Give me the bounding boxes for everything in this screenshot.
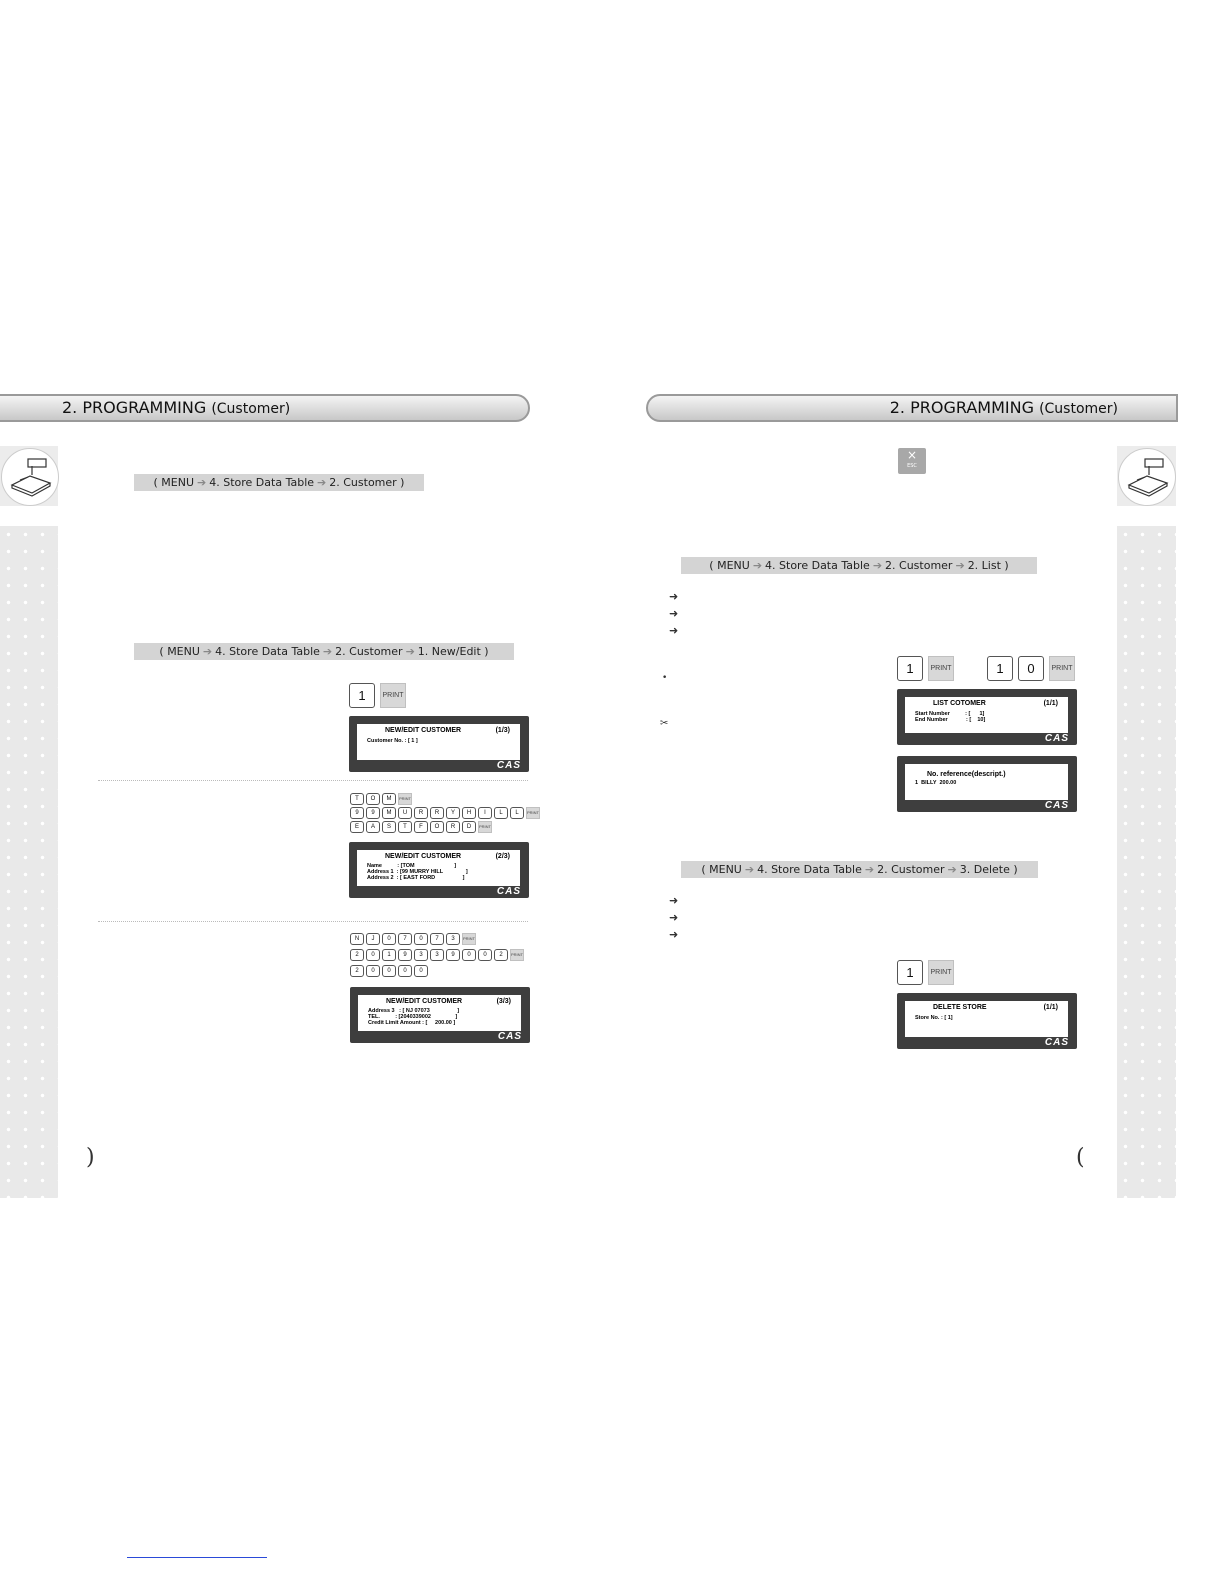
menu-path-list: ( MENU ➔ 4. Store Data Table ➔ 2. Customer ➔ 2. List ) bbox=[681, 557, 1037, 574]
key-j[interactable]: J bbox=[366, 933, 380, 945]
scale-icon bbox=[1118, 448, 1176, 506]
lcd-new-edit-3: NEW/EDIT CUSTOMER (3/3) Address 3 : [ NJ 07073 ] TEL. : [2040339002 ] Credit Limit Amount : [ 200.00 ] CAS bbox=[350, 987, 530, 1043]
cas-logo: CAS bbox=[1044, 800, 1069, 811]
key-3[interactable]: 3 bbox=[414, 949, 428, 961]
right-dotted-strip bbox=[1117, 526, 1176, 1198]
key-2[interactable]: 2 bbox=[350, 949, 364, 961]
lcd-new-edit-2: NEW/EDIT CUSTOMER (2/3) Name : [TOM ] Address 1 : [99 MURRY HILL ] Address 2 : [ EAST FORD ] CAS bbox=[349, 842, 529, 898]
key-3[interactable]: 3 bbox=[430, 949, 444, 961]
lcd-delete-store: DELETE STORE (1/1) Store No. : [ 1] CAS bbox=[897, 993, 1077, 1049]
key-m[interactable]: M bbox=[382, 807, 396, 819]
arrow-right-icon: ➔ bbox=[947, 863, 957, 876]
key-0[interactable]: 0 bbox=[1018, 656, 1044, 681]
key-s[interactable]: S bbox=[382, 821, 396, 833]
arrow-bullet-icon: ➜ bbox=[669, 590, 679, 603]
key-d[interactable]: D bbox=[462, 821, 476, 833]
key-0[interactable]: 0 bbox=[382, 965, 396, 977]
key-t[interactable]: T bbox=[350, 793, 364, 805]
key-u[interactable]: U bbox=[398, 807, 412, 819]
print-key[interactable]: PRINT bbox=[510, 949, 524, 961]
key-9[interactable]: 9 bbox=[366, 807, 380, 819]
key-m[interactable]: M bbox=[382, 793, 396, 805]
cas-logo: CAS bbox=[1044, 733, 1069, 744]
key-1[interactable]: 1 bbox=[349, 683, 375, 708]
menu-path-customer: ( MENU ➔ 4. Store Data Table ➔ 2. Customer ) bbox=[134, 474, 424, 491]
page-bracket-left: ) bbox=[86, 1145, 95, 1170]
print-key[interactable]: PRINT bbox=[1049, 656, 1075, 681]
key-y[interactable]: Y bbox=[446, 807, 460, 819]
key-3[interactable]: 3 bbox=[446, 933, 460, 945]
page-header-right bbox=[646, 394, 1178, 422]
print-key[interactable]: PRINT bbox=[462, 933, 476, 945]
print-key[interactable]: PRINT bbox=[928, 656, 954, 681]
print-key[interactable]: PRINT bbox=[526, 807, 540, 819]
divider bbox=[98, 921, 528, 922]
key-r[interactable]: R bbox=[430, 807, 444, 819]
page-header-left bbox=[0, 394, 530, 422]
key-0[interactable]: 0 bbox=[462, 949, 476, 961]
arrow-bullet-icon: ➜ bbox=[669, 624, 679, 637]
divider bbox=[98, 780, 528, 781]
print-key[interactable]: PRINT bbox=[398, 793, 412, 805]
key-7[interactable]: 7 bbox=[398, 933, 412, 945]
cas-logo: CAS bbox=[496, 760, 521, 771]
key-e[interactable]: E bbox=[350, 821, 364, 833]
arrow-bullet-icon: ➜ bbox=[669, 911, 679, 924]
key-9[interactable]: 9 bbox=[398, 949, 412, 961]
key-1[interactable]: 1 bbox=[897, 656, 923, 681]
key-a[interactable]: A bbox=[366, 821, 380, 833]
key-2[interactable]: 2 bbox=[494, 949, 508, 961]
menu-path-new-edit: ( MENU ➔ 4. Store Data Table ➔ 2. Customer ➔ 1. New/Edit ) bbox=[134, 643, 514, 660]
header-subtitle: (Customer) bbox=[1039, 401, 1118, 417]
page-bracket-right: ( bbox=[1076, 1145, 1085, 1170]
arrow-bullet-icon: ➜ bbox=[669, 928, 679, 941]
left-dotted-strip bbox=[0, 526, 58, 1198]
lcd-list-result: No. reference(descript.) 1 BILLY 200.00 CAS bbox=[897, 756, 1077, 812]
arrow-right-icon: ➔ bbox=[317, 476, 327, 489]
key-0[interactable]: 0 bbox=[398, 965, 412, 977]
key-i[interactable]: I bbox=[478, 807, 492, 819]
key-o[interactable]: O bbox=[366, 793, 380, 805]
scale-icon bbox=[1, 448, 59, 506]
key-9[interactable]: 9 bbox=[350, 807, 364, 819]
arrow-right-icon: ➔ bbox=[197, 476, 207, 489]
key-2[interactable]: 2 bbox=[350, 965, 364, 977]
key-l[interactable]: L bbox=[494, 807, 508, 819]
arrow-right-icon: ➔ bbox=[955, 559, 965, 572]
key-0[interactable]: 0 bbox=[366, 965, 380, 977]
arrow-right-icon: ➔ bbox=[752, 559, 763, 572]
scissors-icon: ✂ bbox=[660, 718, 669, 729]
key-1[interactable]: 1 bbox=[987, 656, 1013, 681]
cas-logo: CAS bbox=[1044, 1037, 1069, 1048]
arrow-right-icon: ➔ bbox=[405, 645, 415, 658]
header-title: 2. PROGRAMMING bbox=[62, 398, 207, 417]
arrow-right-icon: ➔ bbox=[872, 559, 883, 572]
esc-key[interactable]: × ESC bbox=[898, 448, 926, 474]
print-key[interactable]: PRINT bbox=[928, 960, 954, 985]
print-key[interactable]: PRINT bbox=[478, 821, 492, 833]
key-0[interactable]: 0 bbox=[366, 949, 380, 961]
cas-logo: CAS bbox=[497, 1031, 522, 1042]
key-9[interactable]: 9 bbox=[446, 949, 460, 961]
arrow-bullet-icon: ➜ bbox=[669, 607, 679, 620]
key-r[interactable]: R bbox=[446, 821, 460, 833]
header-subtitle: (Customer) bbox=[211, 401, 291, 417]
dot-bullet: • bbox=[662, 673, 668, 683]
key-1[interactable]: 1 bbox=[897, 960, 923, 985]
key-1[interactable]: 1 bbox=[382, 949, 396, 961]
arrow-right-icon: ➔ bbox=[322, 645, 333, 658]
arrow-right-icon: ➔ bbox=[744, 863, 755, 876]
print-key[interactable]: PRINT bbox=[380, 683, 406, 708]
arrow-bullet-icon: ➜ bbox=[669, 894, 679, 907]
header-title: 2. PROGRAMMING bbox=[889, 398, 1034, 417]
key-0[interactable]: 0 bbox=[414, 933, 428, 945]
key-n[interactable]: N bbox=[350, 933, 364, 945]
arrow-right-icon: ➔ bbox=[864, 863, 875, 876]
arrow-right-icon: ➔ bbox=[202, 645, 213, 658]
key-t[interactable]: T bbox=[398, 821, 412, 833]
key-f[interactable]: F bbox=[414, 821, 428, 833]
key-l[interactable]: L bbox=[510, 807, 524, 819]
key-o[interactable]: O bbox=[430, 821, 444, 833]
key-h[interactable]: H bbox=[462, 807, 476, 819]
footer-link-underline[interactable] bbox=[127, 1557, 267, 1558]
key-7[interactable]: 7 bbox=[430, 933, 444, 945]
menu-path-delete: ( MENU ➔ 4. Store Data Table ➔ 2. Customer ➔ 3. Delete ) bbox=[681, 861, 1038, 878]
cas-logo: CAS bbox=[496, 886, 521, 897]
key-0[interactable]: 0 bbox=[382, 933, 396, 945]
key-0[interactable]: 0 bbox=[414, 965, 428, 977]
key-0[interactable]: 0 bbox=[478, 949, 492, 961]
lcd-new-edit-1: NEW/EDIT CUSTOMER (1/3) Customer No. : [ 1 ] CAS bbox=[349, 716, 529, 772]
key-r[interactable]: R bbox=[414, 807, 428, 819]
lcd-list-customer: LIST COTOMER (1/1) Start Number : [ 1] End Number : [ 10] CAS bbox=[897, 689, 1077, 745]
